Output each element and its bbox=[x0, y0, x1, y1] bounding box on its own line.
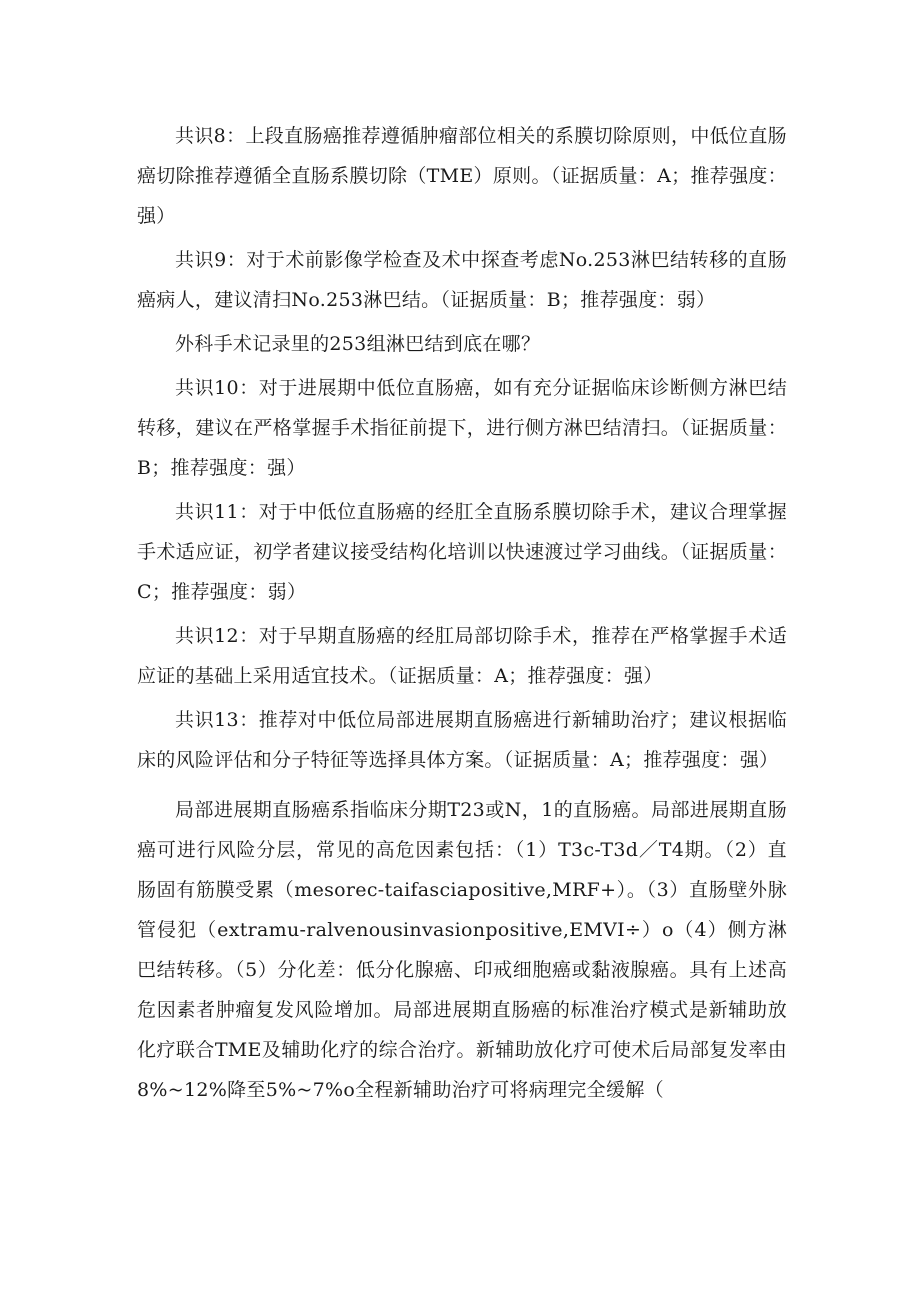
consensus-12-paragraph: 共识12：对于早期直肠癌的经肛局部切除手术，推荐在严格掌握手术适应证的基础上采用适宜技术。（证据质量：A；推荐强度：强） bbox=[137, 625, 787, 687]
lymph-node-question: 外科手术记录里的253组淋巴结到底在哪？ bbox=[175, 333, 541, 355]
consensus-8-paragraph: 共识8：上段直肠癌推荐遵循肿瘤部位相关的系膜切除原则，中低位直肠癌切除推荐遵循全直肠系膜切除（TME）原则。（证据质量：A；推荐强度：强） bbox=[137, 125, 787, 227]
document-body bbox=[137, 116, 787, 1114]
consensus-11-paragraph: 共识11：对于中低位直肠癌的经肛全直肠系膜切除手术，建议合理掌握手术适应证，初学者建议接受结构化培训以快速渡过学习曲线。（证据质量：C；推荐强度：弱） bbox=[137, 501, 787, 603]
consensus-9-paragraph: 共识9：对于术前影像学检查及术中探查考虑No.253淋巴结转移的直肠癌病人，建议清扫No.253淋巴结。（证据质量：B；推荐强度：弱） bbox=[137, 249, 787, 311]
consensus-13-paragraph: 共识13：推荐对中低位局部进展期直肠癌进行新辅助治疗；建议根据临床的风险评估和分子特征等选择具体方案。（证据质量：A；推荐强度：强） bbox=[137, 709, 787, 771]
consensus-10-paragraph: 共识10：对于进展期中低位直肠癌，如有充分证据临床诊断侧方淋巴结转移，建议在严格掌握手术指征前提下，进行侧方淋巴结清扫。（证据质量：B；推荐强度：强） bbox=[137, 377, 787, 479]
locally-advanced-rectal-cancer-paragraph: 局部进展期直肠癌系指临床分期T23或N，1的直肠癌。局部进展期直肠癌可进行风险分层，常见的高危因素包括：（1）T3c-T3d／T4期。（2）直肠固有筋膜受累（mesorec-taifasciapositive,MRF+）。（3）直肠壁外脉管侵犯（extramu-ralvenousinvasionpositive,EMVI÷）o（4）侧方淋巴结转移。（5）分化差：低分化腺癌、印戒细胞癌或黏液腺癌。具有上述高危因素者肿瘤复发风险增加。局部进展期直肠癌的标准治疗模式是新辅助放化疗联合TME及辅助化疗的综合治疗。新辅助放化疗可使术后局部复发率由8%~12%降至5%~7%o全程新辅助治疗可将病理完全缓解（ bbox=[137, 799, 787, 1101]
